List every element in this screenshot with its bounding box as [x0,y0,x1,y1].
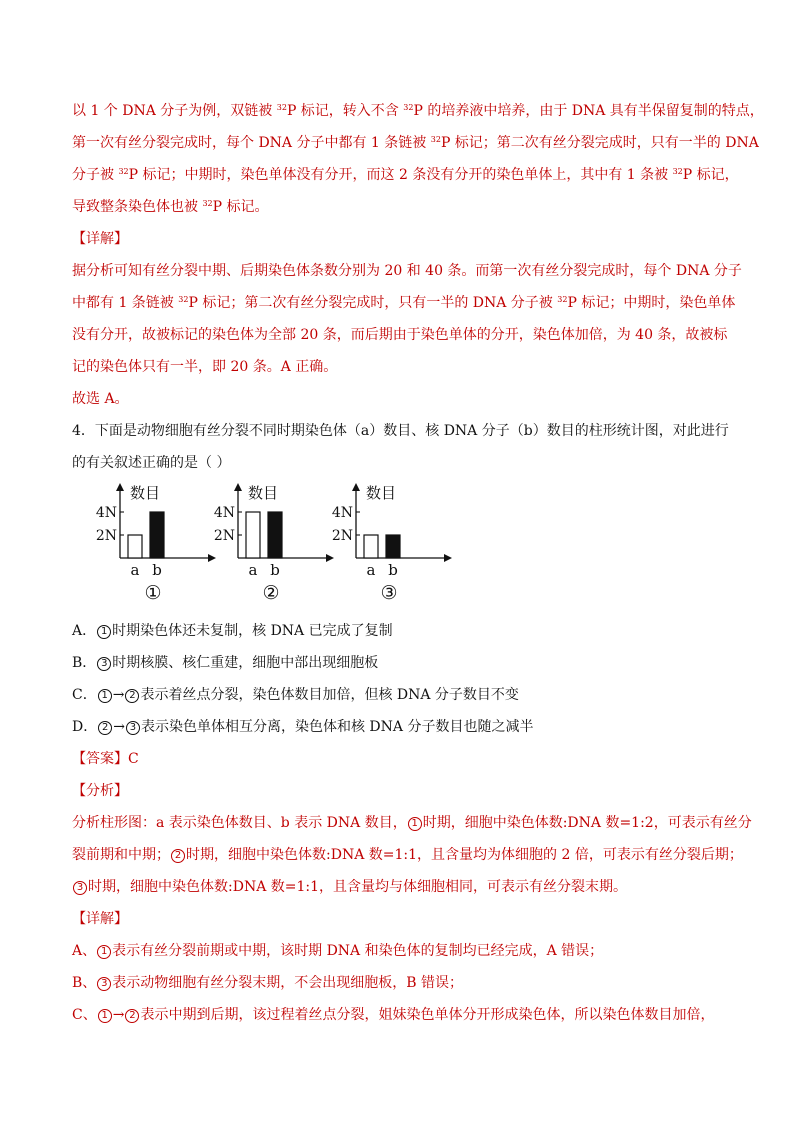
y-tick-label: 2N [95,528,117,544]
y-axis-label: 数目 [248,484,279,502]
answer: 【答案】C [72,751,139,767]
y-tick-label: 4N [213,505,235,521]
y-axis-arrow [352,483,360,491]
option-d[interactable]: D． 2 → 3 表示染色单体相互分离，染色体和核 DNA 分子数目也随之减半 [72,719,534,735]
category-label: b [270,561,280,579]
analysis-line3: 3 时期，细胞中染色体数:DNA 数=1:1，且含量均与体细胞相同，可表示有丝分裂末期。 [72,878,627,896]
circled-number: 3 [126,721,140,735]
para2-line2: 中都有 1 条链被 $^{32}$P 标记；第二次有丝分裂完成时，只有一半的 DNA 分子被 $^{32}$P 标记；中期时，染色单体 [72,295,736,311]
para1-line1: 以 1 个 DNA 分子为例，双链被 $^{32}$P 标记，转入不含 $^{32}$P 的培养液中培养，由于 DNA 具有半保留复制的特点， [72,103,764,119]
bar-a [128,535,142,558]
para2-line4: 记的染色体只有一半，即 20 条。A 正确。 [72,359,338,375]
para2-line3: 没有分开，故被标记的染色体为全部 20 条，而后期由于染色单体的分开，染色体加倍，为 40 条，故被标 [72,327,728,343]
bar-b [150,512,164,558]
bar-charts [84,478,444,608]
option-c[interactable]: C． 1 → 2 表示着丝点分裂，染色体数目加倍，但核 DNA 分子数目不变 [72,687,519,703]
y-axis-label: 数目 [130,484,161,502]
chart-3 [320,478,430,608]
circled-number: 1 [97,945,111,959]
y-tick-label: 2N [331,528,353,544]
detail-tag-1: 【详解】 [72,231,128,247]
circled-number: 1 [98,1009,112,1023]
bar-b [386,535,400,558]
y-axis-arrow [116,483,124,491]
y-tick-label: 4N [331,505,353,521]
para1-line3: 分子被 $^{32}$P 标记；中期时，染色单体没有分开，而这 2 条没有分开的染色单体上，其中有 1 条被 $^{32}$P 标记， [72,167,739,183]
circled-number: 3 [73,881,87,895]
analysis-line2: 裂前期和中期； 2 时期，细胞中染色体数:DNA 数=1:1，且含量均为体细胞的 2 倍，可表示有丝分裂后期； [72,847,743,863]
panel-label: ② [262,582,280,604]
category-label: a [248,561,258,579]
analysis-line1: 分析柱形图：a 表示染色体数目、b 表示 DNA 数目， 1 时期，细胞中染色体数:DNA 数=1:2，可表示有丝分 [72,815,752,831]
detail-tag-2: 【详解】 [72,911,128,927]
panel-label: ③ [380,582,398,604]
para2-line1: 据分析可知有丝分裂中期、后期染色体条数分别为 20 和 40 条。而第一次有丝分裂完成时，每个 DNA 分子 [72,263,742,279]
bar-b [268,512,282,558]
circled-number: 2 [98,721,112,735]
circled-number: 2 [171,849,185,863]
x-axis-arrow [444,554,452,562]
bar-a [246,512,260,558]
chart-2 [202,478,312,608]
question-line2: 的有关叙述正确的是（ ） [72,455,231,471]
question-line1: 4．下面是动物细胞有丝分裂不同时期染色体（a）数目、核 DNA 分子（b）数目的柱形统计图，对此进行 [72,423,729,439]
choose-text: 故选 A。 [72,391,129,407]
analysis-tag: 【分析】 [72,783,128,799]
circled-number: 3 [97,657,111,671]
para1-line2: 第一次有丝分裂完成时，每个 DNA 分子中都有 1 条链被 $^{32}$P 标记；第二次有丝分裂完成时，只有一半的 DNA [72,135,759,151]
y-tick-label: 4N [95,505,117,521]
category-label: a [366,561,376,579]
y-tick-label: 2N [213,528,235,544]
circled-number: 3 [97,977,111,991]
option-a[interactable]: A． 1 时期染色体还未复制，核 DNA 已完成了复制 [72,623,393,639]
category-label: b [388,561,398,579]
detail2-b: B、 3 表示动物细胞有丝分裂末期，不会出现细胞板，B 错误； [72,975,464,991]
circled-number: 2 [125,689,139,703]
circled-number: 1 [408,817,422,831]
category-label: a [130,561,140,579]
option-b[interactable]: B． 3 时期核膜、核仁重建，细胞中部出现细胞板 [72,655,379,671]
circled-number: 1 [98,689,112,703]
chart-1 [84,478,194,608]
panel-label: ① [144,582,162,604]
para1-line4: 导致整条染色体也被 $^{32}$P 标记。 [72,199,269,215]
detail2-a: A、 1 表示有丝分裂前期或中期，该时期 DNA 和染色体的复制均已经完成，A 错误； [72,943,604,959]
circled-number: 1 [97,625,111,639]
y-axis-label: 数目 [366,484,397,502]
y-axis-arrow [234,483,242,491]
circled-number: 2 [125,1009,139,1023]
category-label: b [152,561,162,579]
bar-a [364,535,378,558]
detail2-c: C、 1 → 2 表示中期到后期，该过程着丝点分裂，姐妹染色单体分开形成染色体，所以染色体数目加倍， [72,1007,715,1023]
